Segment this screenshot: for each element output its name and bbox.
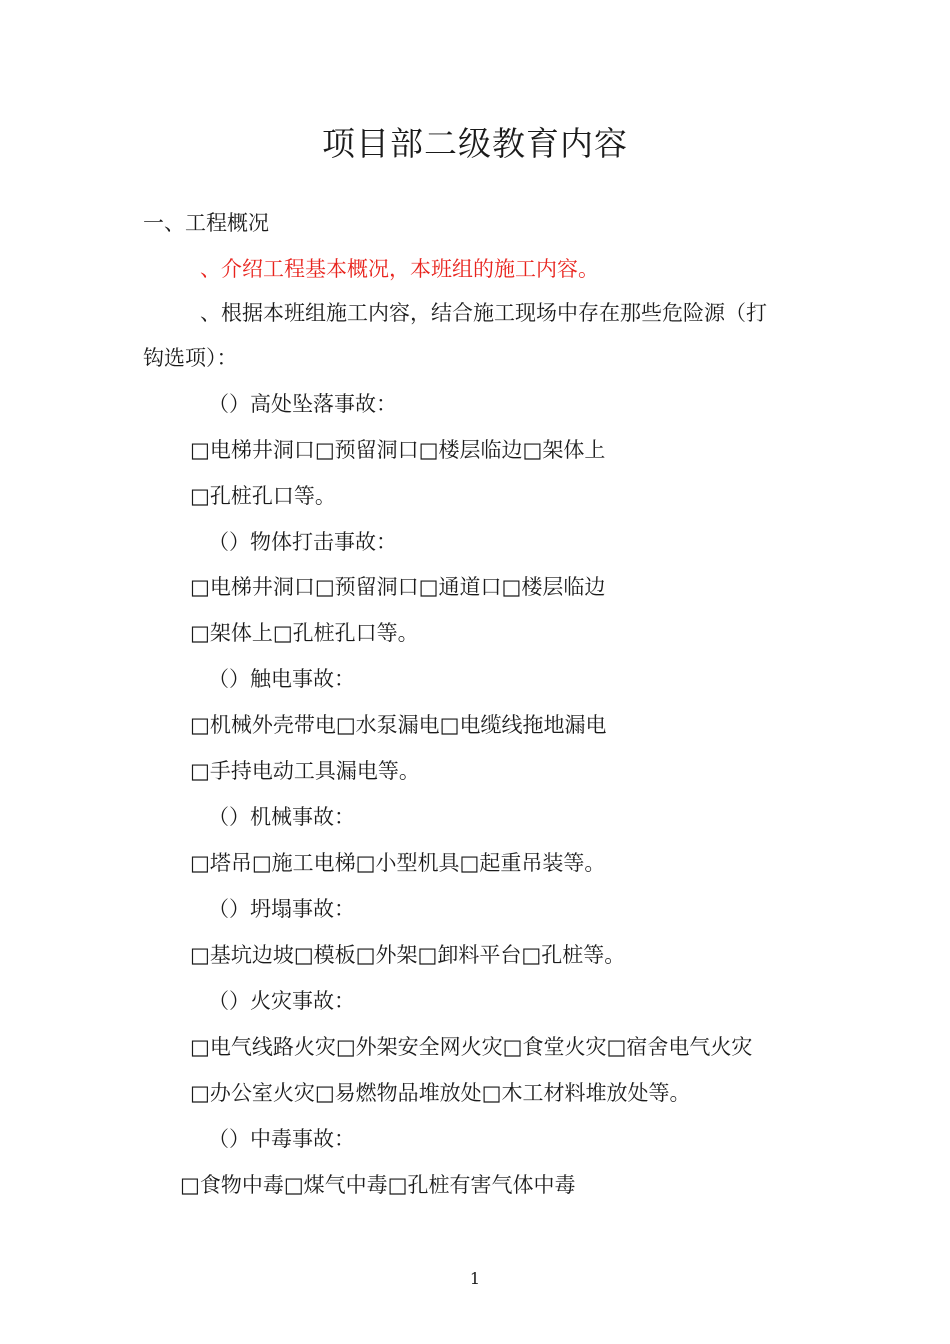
hazard-option-line: □电梯井洞口□预留洞口□通道口□楼层临边 [190, 575, 606, 599]
page-number: 1 [469, 1269, 481, 1288]
item-2-text-line-2: 钩选项）： [143, 346, 238, 370]
hazard-option-line: □塔吊□施工电梯□小型机具□起重吊装等。 [190, 851, 606, 875]
hazard-heading: （）物体打击事故： [208, 530, 397, 554]
hazard-option-line: □办公室火灾□易燃物品堆放处□木工材料堆放处等。 [190, 1081, 691, 1105]
hazard-option-line: □电梯井洞口□预留洞口□楼层临边□架体上 [190, 438, 606, 462]
hazard-option-line: □手持电动工具漏电等。 [190, 759, 420, 783]
hazard-heading: （）中毒事故： [208, 1127, 355, 1151]
hazard-option-line: □电气线路火灾□外架安全网火灾□食堂火灾□宿舍电气火灾 [190, 1035, 753, 1059]
hazard-option-line: □基坑边坡□模板□外架□卸料平台□孔桩等。 [190, 943, 626, 967]
hazard-option-line: □孔桩孔口等。 [190, 484, 336, 508]
section-heading-overview: 一、工程概况 [143, 211, 269, 235]
hazard-option-line: □食物中毒□煤气中毒□孔桩有害气体中毒 [180, 1173, 576, 1197]
hazard-heading: （）火灾事故： [208, 989, 355, 1013]
page-title: 项目部二级教育内容 [322, 124, 628, 163]
hazard-option-line: □架体上□孔桩孔口等。 [190, 621, 419, 645]
hazard-option-line: □机械外壳带电□水泵漏电□电缆线拖地漏电 [190, 713, 607, 737]
hazard-heading: （）触电事故： [208, 667, 355, 691]
item-2-text-line-1: 、根据本班组施工内容，结合施工现场中存在那些危险源（打 [200, 301, 767, 325]
hazard-heading: （）坍塌事故： [208, 897, 355, 921]
item-1-text: 、介绍工程基本概况，本班组的施工内容。 [200, 257, 599, 281]
hazard-heading: （）高处坠落事故： [208, 392, 397, 416]
hazard-heading: （）机械事故： [208, 805, 355, 829]
